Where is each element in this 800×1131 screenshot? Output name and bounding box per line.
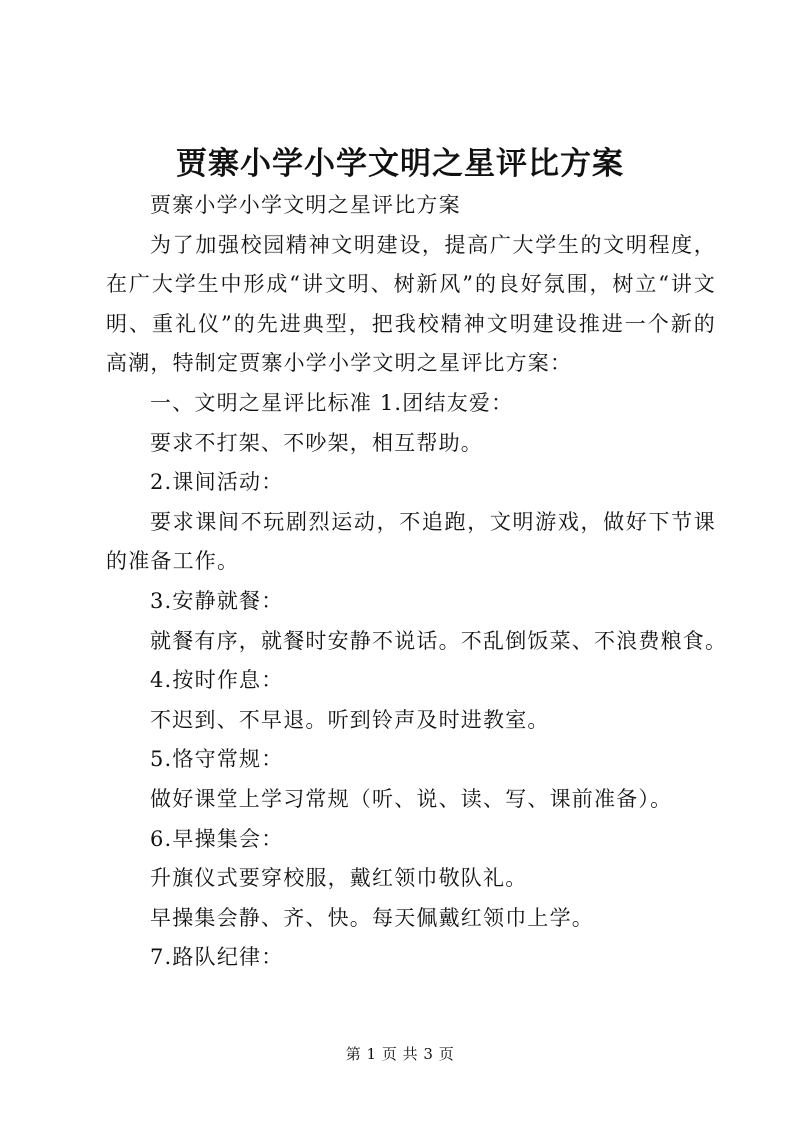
paragraph-subtitle: 贾寨小学小学文明之星评比方案 [150,193,461,217]
paragraph-heading: 2.课间活动： [150,470,284,495]
paragraph-heading: 5.恪守常规： [150,747,284,772]
paragraph-item: 做好课堂上学习常规（听、说、读、写、课前准备）。 [150,786,673,811]
document-body [106,186,728,978]
paragraph-item: 要求不打架、不吵架，相互帮助。 [150,430,483,455]
paragraph-heading: 7.路队纪律： [150,945,284,970]
paragraph-item: 不迟到、不早退。听到铃声及时进教室。 [150,707,550,732]
paragraph-heading: 4.按时作息： [150,668,284,693]
paragraph-item: 要求课间不玩剧烈运动，不追跑，文明游戏，做好下节课的准备工作。 [106,509,716,574]
paragraph-standard-heading: 一、文明之星评比标准 1.团结友爱： [150,390,514,415]
paragraph-intro: 为了加强校园精神文明建设，提高广大学生的文明程度，在广大学生中形成“讲文明、树新风”的良好氛围，树立“讲文明、重礼仪”的先进典型，把我校精神文明建设推进一个新的高潮，特制定贾寨小学小学文明之星评比方案： [106,232,716,376]
document-title: 贾寨小学小学文明之星评比方案 [176,146,624,182]
paragraph-heading: 6.早操集会： [150,826,284,851]
paragraph-item: 升旗仪式要穿校服，戴红领巾敬队礼。 [150,866,528,891]
paragraph-item: 就餐有序，就餐时安静不说话。不乱倒饭菜、不浪费粮食。 [150,628,728,653]
paragraph-item: 早操集会静、齐、快。每天佩戴红领巾上学。 [150,905,594,930]
paragraph-heading: 3.安静就餐： [150,588,284,613]
page-number-footer: 第 1 页 共 3 页 [345,1045,455,1063]
